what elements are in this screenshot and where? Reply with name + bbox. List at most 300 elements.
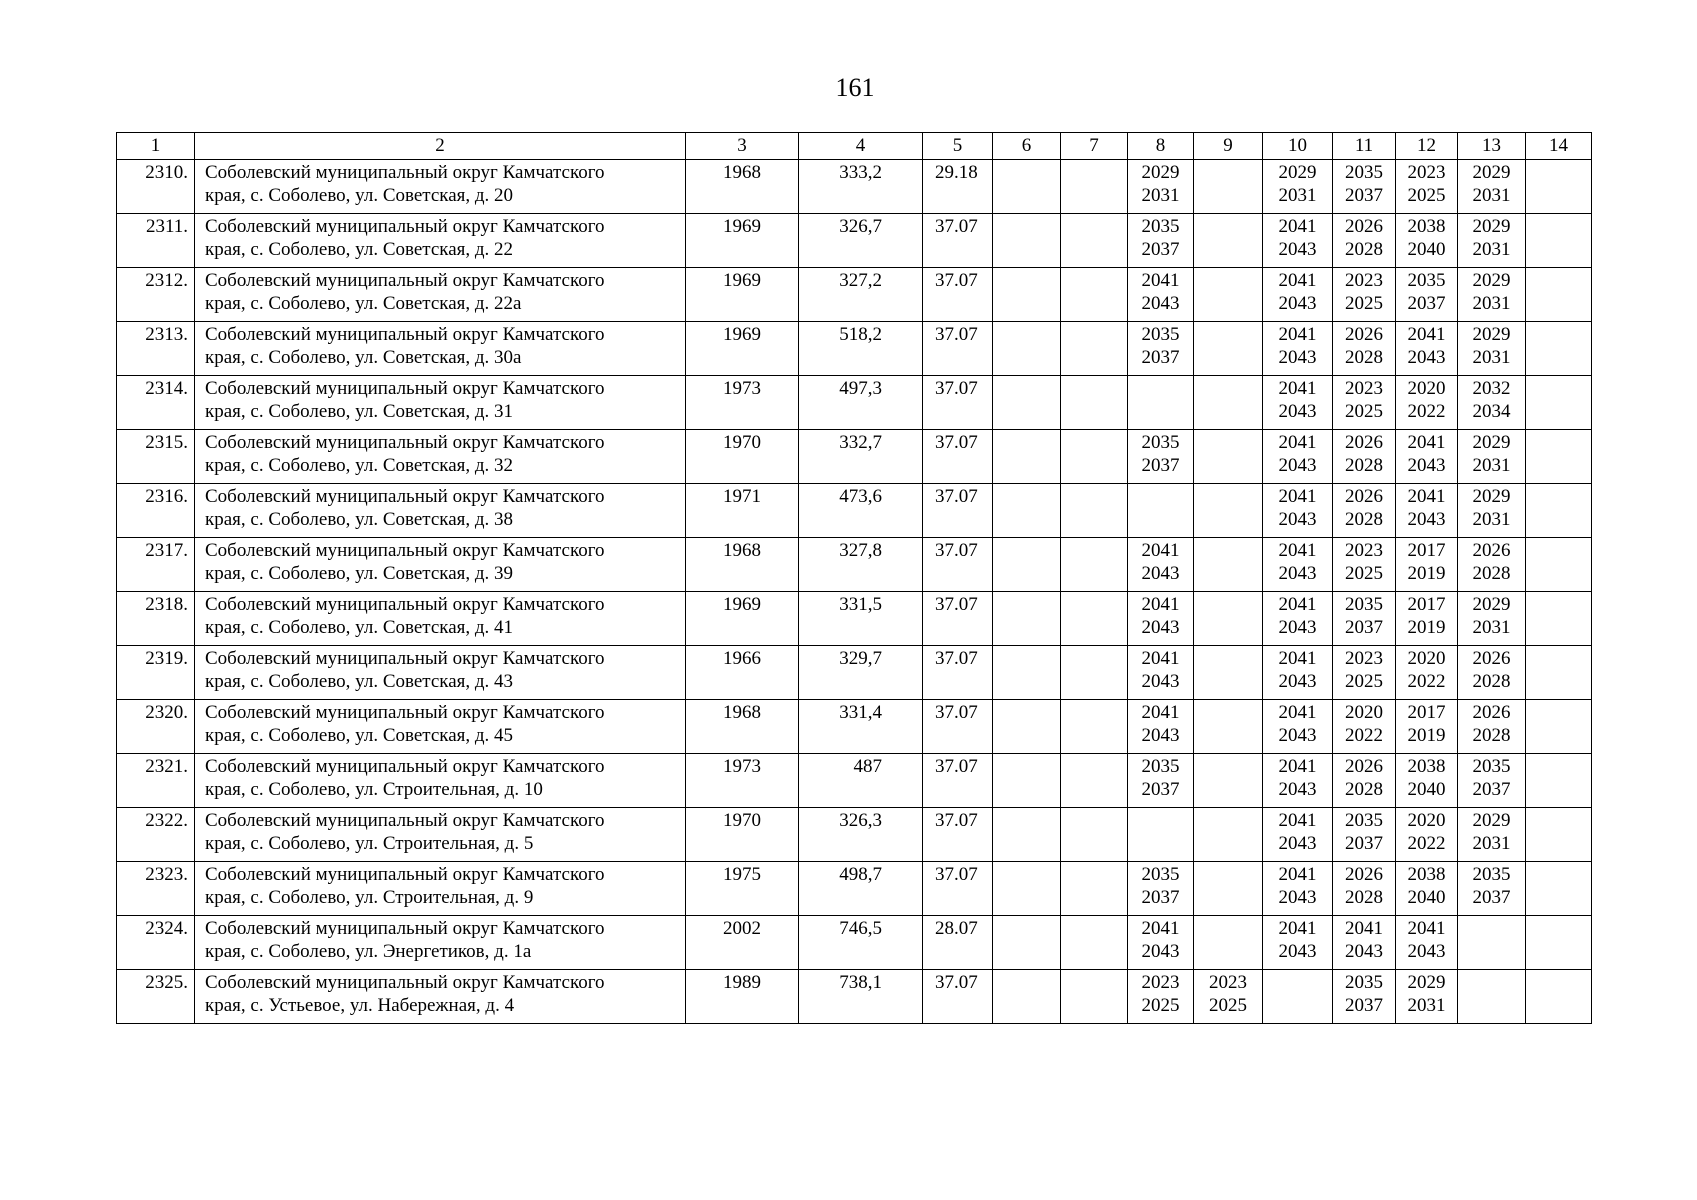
address-cell bbox=[195, 916, 686, 970]
value-cell: 37.07 bbox=[923, 970, 993, 1024]
year-range-cell bbox=[1333, 592, 1396, 646]
year-end: 2025 bbox=[1345, 401, 1383, 422]
year-start: 2041 bbox=[1141, 594, 1180, 615]
year-start: 2041 bbox=[1278, 216, 1317, 237]
address-line: Соболевский муниципальный округ Камчатского bbox=[205, 648, 605, 669]
value-cell: 28.07 bbox=[923, 916, 993, 970]
year-built-cell: 1968 bbox=[686, 538, 799, 592]
area-cell: 327,2 bbox=[799, 268, 923, 322]
year-end: 2028 bbox=[1472, 563, 1511, 584]
year-start: 2017 bbox=[1407, 594, 1446, 615]
year-range-cell bbox=[1396, 592, 1458, 646]
address-line: Соболевский муниципальный округ Камчатского bbox=[205, 594, 605, 615]
area-cell: 331,5 bbox=[799, 592, 923, 646]
year-range-cell bbox=[1396, 700, 1458, 754]
address-cell bbox=[195, 646, 686, 700]
address-line: края, с. Соболево, ул. Советская, д. 38 bbox=[205, 509, 514, 530]
table-row bbox=[117, 970, 1592, 1024]
address-line: Соболевский муниципальный округ Камчатского bbox=[205, 702, 605, 723]
address-line: Соболевский муниципальный округ Камчатского bbox=[205, 216, 605, 237]
year-end: 2037 bbox=[1141, 779, 1180, 800]
year-start: 2020 bbox=[1407, 810, 1446, 831]
empty-cell bbox=[1061, 592, 1128, 646]
year-end: 2043 bbox=[1278, 779, 1317, 800]
year-built-cell: 1975 bbox=[686, 862, 799, 916]
year-start: 2041 bbox=[1278, 594, 1317, 615]
year-range-cell bbox=[1194, 970, 1263, 1024]
empty-cell bbox=[1061, 268, 1128, 322]
row-number-cell: 2315. bbox=[117, 430, 195, 484]
empty-cell bbox=[993, 916, 1061, 970]
year-end: 2043 bbox=[1278, 617, 1317, 638]
year-range-cell bbox=[1194, 754, 1263, 808]
empty-cell bbox=[1061, 646, 1128, 700]
year-start: 2041 bbox=[1278, 918, 1317, 939]
empty-cell bbox=[1526, 430, 1592, 484]
empty-cell bbox=[1061, 700, 1128, 754]
year-end: 2037 bbox=[1141, 887, 1180, 908]
year-range-cell bbox=[1333, 376, 1396, 430]
row-number-cell: 2322. bbox=[117, 808, 195, 862]
row-number-cell: 2320. bbox=[117, 700, 195, 754]
empty-cell bbox=[1526, 322, 1592, 376]
year-start: 2020 bbox=[1345, 702, 1383, 723]
year-end: 2043 bbox=[1278, 887, 1317, 908]
year-start: 2017 bbox=[1407, 540, 1446, 561]
value-cell: 37.07 bbox=[923, 538, 993, 592]
empty-cell bbox=[1526, 538, 1592, 592]
year-start: 2029 bbox=[1472, 594, 1511, 615]
year-start: 2032 bbox=[1472, 378, 1511, 399]
year-start: 2041 bbox=[1345, 918, 1383, 939]
value-cell: 37.07 bbox=[923, 754, 993, 808]
table-row bbox=[117, 592, 1592, 646]
empty-cell bbox=[993, 700, 1061, 754]
year-start: 2035 bbox=[1345, 594, 1383, 615]
year-start: 2026 bbox=[1345, 216, 1383, 237]
year-end: 2028 bbox=[1472, 725, 1511, 746]
address-cell bbox=[195, 862, 686, 916]
year-end: 2028 bbox=[1345, 887, 1383, 908]
address-line: края, с. Соболево, ул. Советская, д. 43 bbox=[205, 671, 514, 692]
year-range-cell bbox=[1263, 322, 1333, 376]
address-line: Соболевский муниципальный округ Камчатского bbox=[205, 540, 605, 561]
year-start: 2035 bbox=[1345, 162, 1383, 183]
year-start: 2035 bbox=[1472, 864, 1511, 885]
value-cell: 37.07 bbox=[923, 646, 993, 700]
year-range-cell bbox=[1263, 592, 1333, 646]
table-row bbox=[117, 808, 1592, 862]
year-range-cell bbox=[1333, 160, 1396, 214]
year-start: 2026 bbox=[1345, 324, 1383, 345]
empty-cell bbox=[1526, 214, 1592, 268]
year-end: 2031 bbox=[1472, 455, 1511, 476]
year-built-cell: 1968 bbox=[686, 700, 799, 754]
address-line: Соболевский муниципальный округ Камчатского bbox=[205, 432, 605, 453]
year-start: 2026 bbox=[1472, 540, 1511, 561]
year-end: 2031 bbox=[1472, 833, 1511, 854]
year-start: 2026 bbox=[1345, 864, 1383, 885]
year-range-cell bbox=[1194, 160, 1263, 214]
year-range-cell bbox=[1458, 808, 1526, 862]
year-start: 2035 bbox=[1407, 270, 1446, 291]
year-start: 2041 bbox=[1278, 864, 1317, 885]
year-range-cell bbox=[1333, 754, 1396, 808]
address-line: края, с. Соболево, ул. Советская, д. 30а bbox=[205, 347, 522, 368]
year-range-cell bbox=[1263, 700, 1333, 754]
table-row bbox=[117, 862, 1592, 916]
year-range-cell bbox=[1194, 268, 1263, 322]
address-cell bbox=[195, 700, 686, 754]
year-end: 2025 bbox=[1141, 995, 1180, 1016]
year-end: 2043 bbox=[1407, 941, 1446, 962]
value-cell: 37.07 bbox=[923, 808, 993, 862]
year-end: 2028 bbox=[1345, 347, 1383, 368]
year-end: 2037 bbox=[1345, 995, 1383, 1016]
year-end: 2037 bbox=[1141, 239, 1180, 260]
year-range-cell bbox=[1396, 376, 1458, 430]
year-start: 2026 bbox=[1345, 756, 1383, 777]
year-end: 2043 bbox=[1141, 671, 1180, 692]
address-line: Соболевский муниципальный округ Камчатского bbox=[205, 162, 605, 183]
column-header: 2 bbox=[195, 133, 686, 160]
year-start: 2026 bbox=[1472, 648, 1511, 669]
year-end: 2043 bbox=[1407, 455, 1446, 476]
year-start: 2029 bbox=[1472, 216, 1511, 237]
year-start: 2035 bbox=[1472, 756, 1511, 777]
year-end: 2031 bbox=[1278, 185, 1317, 206]
column-header: 6 bbox=[993, 133, 1061, 160]
year-range-cell bbox=[1458, 538, 1526, 592]
area-cell: 326,3 bbox=[799, 808, 923, 862]
year-end: 2043 bbox=[1278, 509, 1317, 530]
year-built-cell: 1973 bbox=[686, 376, 799, 430]
address-line: края, с. Соболево, ул. Советская, д. 32 bbox=[205, 455, 514, 476]
year-start: 2029 bbox=[1278, 162, 1317, 183]
year-range-cell bbox=[1128, 214, 1194, 268]
year-start: 2029 bbox=[1472, 432, 1511, 453]
year-built-cell: 1971 bbox=[686, 484, 799, 538]
year-range-cell bbox=[1458, 646, 1526, 700]
year-start: 2041 bbox=[1278, 432, 1317, 453]
year-range-cell bbox=[1458, 322, 1526, 376]
address-line: края, с. Соболево, ул. Советская, д. 20 bbox=[205, 185, 514, 206]
value-cell: 37.07 bbox=[923, 214, 993, 268]
empty-cell bbox=[1526, 916, 1592, 970]
year-end: 2037 bbox=[1472, 779, 1511, 800]
year-range-cell bbox=[1458, 376, 1526, 430]
year-start: 2029 bbox=[1472, 270, 1511, 291]
year-range-cell bbox=[1128, 754, 1194, 808]
address-line: края, с. Соболево, ул. Советская, д. 45 bbox=[205, 725, 514, 746]
year-built-cell: 1969 bbox=[686, 214, 799, 268]
year-end: 2043 bbox=[1278, 347, 1317, 368]
address-cell bbox=[195, 376, 686, 430]
year-range-cell bbox=[1458, 970, 1526, 1024]
year-end: 2037 bbox=[1141, 455, 1180, 476]
year-start: 2026 bbox=[1345, 486, 1383, 507]
area-cell: 473,6 bbox=[799, 484, 923, 538]
empty-cell bbox=[1061, 970, 1128, 1024]
empty-cell bbox=[1526, 754, 1592, 808]
row-number-cell: 2319. bbox=[117, 646, 195, 700]
column-number-row bbox=[117, 133, 1592, 160]
year-end: 2043 bbox=[1278, 941, 1317, 962]
empty-cell bbox=[993, 538, 1061, 592]
year-end: 2031 bbox=[1472, 239, 1511, 260]
year-range-cell bbox=[1396, 430, 1458, 484]
year-end: 2019 bbox=[1407, 725, 1446, 746]
year-range-cell bbox=[1263, 754, 1333, 808]
year-end: 2040 bbox=[1407, 779, 1446, 800]
address-line: Соболевский муниципальный округ Камчатского bbox=[205, 324, 605, 345]
year-end: 2025 bbox=[1345, 671, 1383, 692]
year-end: 2031 bbox=[1472, 347, 1511, 368]
year-end: 2043 bbox=[1278, 401, 1317, 422]
year-range-cell bbox=[1458, 592, 1526, 646]
empty-cell bbox=[1526, 592, 1592, 646]
year-range-cell bbox=[1263, 214, 1333, 268]
year-end: 2019 bbox=[1407, 563, 1446, 584]
area-cell: 518,2 bbox=[799, 322, 923, 376]
year-end: 2031 bbox=[1472, 509, 1511, 530]
year-range-cell bbox=[1333, 970, 1396, 1024]
year-built-cell: 1966 bbox=[686, 646, 799, 700]
empty-cell bbox=[1526, 646, 1592, 700]
table-row bbox=[117, 322, 1592, 376]
column-header: 12 bbox=[1396, 133, 1458, 160]
empty-cell bbox=[1061, 538, 1128, 592]
value-cell: 37.07 bbox=[923, 268, 993, 322]
column-header: 11 bbox=[1333, 133, 1396, 160]
empty-cell bbox=[993, 322, 1061, 376]
year-range-cell bbox=[1396, 646, 1458, 700]
area-cell: 497,3 bbox=[799, 376, 923, 430]
table-row bbox=[117, 484, 1592, 538]
empty-cell bbox=[1526, 862, 1592, 916]
address-cell bbox=[195, 322, 686, 376]
year-end: 2043 bbox=[1141, 617, 1180, 638]
empty-cell bbox=[993, 430, 1061, 484]
year-end: 2031 bbox=[1141, 185, 1180, 206]
area-cell: 332,7 bbox=[799, 430, 923, 484]
address-cell bbox=[195, 484, 686, 538]
year-start: 2029 bbox=[1141, 162, 1180, 183]
year-range-cell bbox=[1458, 430, 1526, 484]
row-number-cell: 2314. bbox=[117, 376, 195, 430]
year-end: 2031 bbox=[1407, 995, 1446, 1016]
year-end: 2040 bbox=[1407, 887, 1446, 908]
year-range-cell bbox=[1396, 322, 1458, 376]
year-start: 2020 bbox=[1407, 648, 1446, 669]
column-header: 8 bbox=[1128, 133, 1194, 160]
year-range-cell bbox=[1458, 916, 1526, 970]
address-line: края, с. Соболево, ул. Советская, д. 22 bbox=[205, 239, 514, 260]
year-range-cell bbox=[1458, 862, 1526, 916]
empty-cell bbox=[993, 268, 1061, 322]
year-range-cell bbox=[1396, 916, 1458, 970]
year-end: 2043 bbox=[1407, 347, 1446, 368]
year-start: 2041 bbox=[1278, 540, 1317, 561]
row-number-cell: 2317. bbox=[117, 538, 195, 592]
year-range-cell bbox=[1333, 808, 1396, 862]
year-range-cell bbox=[1333, 862, 1396, 916]
year-start: 2041 bbox=[1141, 702, 1180, 723]
area-cell: 326,7 bbox=[799, 214, 923, 268]
year-range-cell bbox=[1128, 538, 1194, 592]
column-header: 10 bbox=[1263, 133, 1333, 160]
column-header: 3 bbox=[686, 133, 799, 160]
year-end: 2028 bbox=[1345, 779, 1383, 800]
table-row bbox=[117, 916, 1592, 970]
row-number-cell: 2321. bbox=[117, 754, 195, 808]
year-end: 2025 bbox=[1345, 563, 1383, 584]
year-end: 2028 bbox=[1345, 455, 1383, 476]
year-end: 2040 bbox=[1407, 239, 1446, 260]
year-end: 2043 bbox=[1278, 671, 1317, 692]
year-start: 2023 bbox=[1345, 270, 1383, 291]
empty-cell bbox=[1061, 862, 1128, 916]
year-start: 2023 bbox=[1407, 162, 1446, 183]
year-start: 2026 bbox=[1345, 432, 1383, 453]
column-header: 5 bbox=[923, 133, 993, 160]
page-number: 161 bbox=[835, 73, 875, 102]
year-range-cell bbox=[1128, 376, 1194, 430]
year-range-cell bbox=[1128, 646, 1194, 700]
column-header: 4 bbox=[799, 133, 923, 160]
area-cell: 331,4 bbox=[799, 700, 923, 754]
value-cell: 37.07 bbox=[923, 592, 993, 646]
year-range-cell bbox=[1194, 862, 1263, 916]
year-range-cell bbox=[1396, 214, 1458, 268]
year-end: 2043 bbox=[1345, 941, 1383, 962]
year-end: 2043 bbox=[1278, 725, 1317, 746]
empty-cell bbox=[993, 646, 1061, 700]
address-line: края, с. Соболево, ул. Советская, д. 41 bbox=[205, 617, 514, 638]
address-line: края, с. Соболево, ул. Советская, д. 39 bbox=[205, 563, 514, 584]
year-end: 2037 bbox=[1345, 185, 1383, 206]
year-built-cell: 1969 bbox=[686, 268, 799, 322]
value-cell: 37.07 bbox=[923, 862, 993, 916]
value-cell: 29.18 bbox=[923, 160, 993, 214]
year-end: 2043 bbox=[1278, 563, 1317, 584]
year-range-cell bbox=[1128, 268, 1194, 322]
year-built-cell: 1970 bbox=[686, 430, 799, 484]
value-cell: 37.07 bbox=[923, 700, 993, 754]
year-end: 2025 bbox=[1345, 293, 1383, 314]
year-end: 2022 bbox=[1407, 833, 1446, 854]
year-range-cell bbox=[1128, 322, 1194, 376]
year-range-cell bbox=[1128, 160, 1194, 214]
row-number-cell: 2313. bbox=[117, 322, 195, 376]
column-header: 9 bbox=[1194, 133, 1263, 160]
row-number-cell: 2324. bbox=[117, 916, 195, 970]
year-start: 2023 bbox=[1345, 648, 1383, 669]
housing-registry-table bbox=[116, 132, 1592, 1024]
year-end: 2031 bbox=[1472, 185, 1511, 206]
empty-cell bbox=[1526, 160, 1592, 214]
row-number-cell: 2325. bbox=[117, 970, 195, 1024]
empty-cell bbox=[1061, 376, 1128, 430]
year-range-cell bbox=[1333, 430, 1396, 484]
row-number-cell: 2323. bbox=[117, 862, 195, 916]
year-start: 2029 bbox=[1472, 810, 1511, 831]
year-start: 2041 bbox=[1278, 648, 1317, 669]
year-start: 2026 bbox=[1472, 702, 1511, 723]
value-cell: 37.07 bbox=[923, 376, 993, 430]
year-start: 2017 bbox=[1407, 702, 1446, 723]
year-start: 2041 bbox=[1278, 378, 1317, 399]
year-start: 2041 bbox=[1278, 270, 1317, 291]
year-end: 2028 bbox=[1472, 671, 1511, 692]
year-start: 2041 bbox=[1407, 432, 1446, 453]
year-end: 2037 bbox=[1345, 833, 1383, 854]
row-number-cell: 2310. bbox=[117, 160, 195, 214]
year-end: 2034 bbox=[1472, 401, 1511, 422]
address-line: края, с. Соболево, ул. Советская, д. 31 bbox=[205, 401, 514, 422]
column-header: 14 bbox=[1526, 133, 1592, 160]
table-row bbox=[117, 754, 1592, 808]
year-end: 2022 bbox=[1407, 401, 1446, 422]
year-start: 2041 bbox=[1407, 324, 1446, 345]
value-cell: 37.07 bbox=[923, 322, 993, 376]
empty-cell bbox=[993, 484, 1061, 538]
year-start: 2041 bbox=[1141, 540, 1180, 561]
year-end: 2043 bbox=[1278, 239, 1317, 260]
address-line: Соболевский муниципальный округ Камчатского bbox=[205, 918, 605, 939]
year-start: 2029 bbox=[1472, 324, 1511, 345]
empty-cell bbox=[1061, 754, 1128, 808]
area-cell: 738,1 bbox=[799, 970, 923, 1024]
empty-cell bbox=[993, 160, 1061, 214]
year-range-cell bbox=[1194, 376, 1263, 430]
year-start: 2041 bbox=[1407, 918, 1446, 939]
table-row bbox=[117, 214, 1592, 268]
year-start: 2041 bbox=[1278, 756, 1317, 777]
year-range-cell bbox=[1396, 862, 1458, 916]
year-range-cell bbox=[1458, 700, 1526, 754]
year-start: 2041 bbox=[1141, 270, 1180, 291]
empty-cell bbox=[1526, 268, 1592, 322]
address-line: Соболевский муниципальный округ Камчатского bbox=[205, 378, 605, 399]
year-end: 2043 bbox=[1278, 455, 1317, 476]
year-start: 2035 bbox=[1141, 216, 1180, 237]
empty-cell bbox=[1061, 916, 1128, 970]
year-range-cell bbox=[1128, 916, 1194, 970]
empty-cell bbox=[993, 592, 1061, 646]
year-range-cell bbox=[1333, 916, 1396, 970]
area-cell: 487 bbox=[799, 754, 923, 808]
empty-cell bbox=[1061, 214, 1128, 268]
table-row bbox=[117, 160, 1592, 214]
year-range-cell bbox=[1194, 646, 1263, 700]
year-range-cell bbox=[1128, 970, 1194, 1024]
table-row bbox=[117, 646, 1592, 700]
year-end: 2028 bbox=[1345, 239, 1383, 260]
address-line: края, с. Соболево, ул. Строительная, д. 9 bbox=[205, 887, 534, 908]
year-range-cell bbox=[1194, 214, 1263, 268]
column-header: 1 bbox=[117, 133, 195, 160]
year-start: 2041 bbox=[1278, 486, 1317, 507]
year-range-cell bbox=[1128, 862, 1194, 916]
empty-cell bbox=[993, 376, 1061, 430]
year-range-cell bbox=[1458, 268, 1526, 322]
year-range-cell bbox=[1194, 538, 1263, 592]
year-range-cell bbox=[1458, 160, 1526, 214]
year-range-cell bbox=[1128, 484, 1194, 538]
year-end: 2019 bbox=[1407, 617, 1446, 638]
year-range-cell bbox=[1194, 484, 1263, 538]
